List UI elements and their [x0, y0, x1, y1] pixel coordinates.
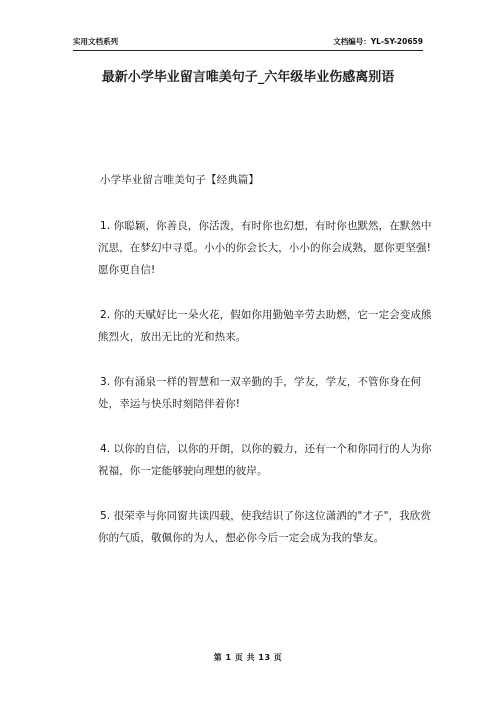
- section-subtitle: 小学毕业留言唯美句子【经典篇】: [100, 174, 259, 186]
- header-doc-number: 文档编号：YL-SY-20659: [333, 37, 423, 46]
- paragraph-1: 1. 你聪颖，你善良，你活泼，有时你也幻想，有时你也默然，在默然中沉思，在梦幻中寻觅。小小的你会长大，小小的你会成熟，愿你更坚强!愿你更自信!: [98, 220, 432, 276]
- paragraph-3: 3. 你有涌泉一样的智慧和一双辛勤的手，学友，学友，不管你身在何处，幸运与快乐时刻陪伴着你!: [98, 376, 422, 410]
- page-footer: 第 1 页 共 13 页: [213, 653, 283, 662]
- page-header: [73, 36, 423, 51]
- header-series-label: 实用文档系列: [73, 37, 118, 46]
- document-title: 最新小学毕业留言唯美句子_六年级毕业伤感离别语: [101, 70, 395, 85]
- document-body: [98, 169, 437, 572]
- paragraph-5: 5. 很荣幸与你同窗共读四载，使我结识了你这位潇洒的"才子"，我欣赏你的气质，敬佩你的为人，想必你今后一定会成为我的挚友。: [98, 510, 431, 544]
- paragraph-4: 4. 以你的自信，以你的开朗，以你的毅力，还有一个和你同行的人为你祝福，你一定能够驶向理想的彼岸。: [98, 443, 432, 477]
- paragraph-2: 2. 你的天赋好比一朵火花，假如你用勤勉辛劳去助燃，它一定会变成熊熊烈火，放出无比的光和热来。: [98, 309, 432, 343]
